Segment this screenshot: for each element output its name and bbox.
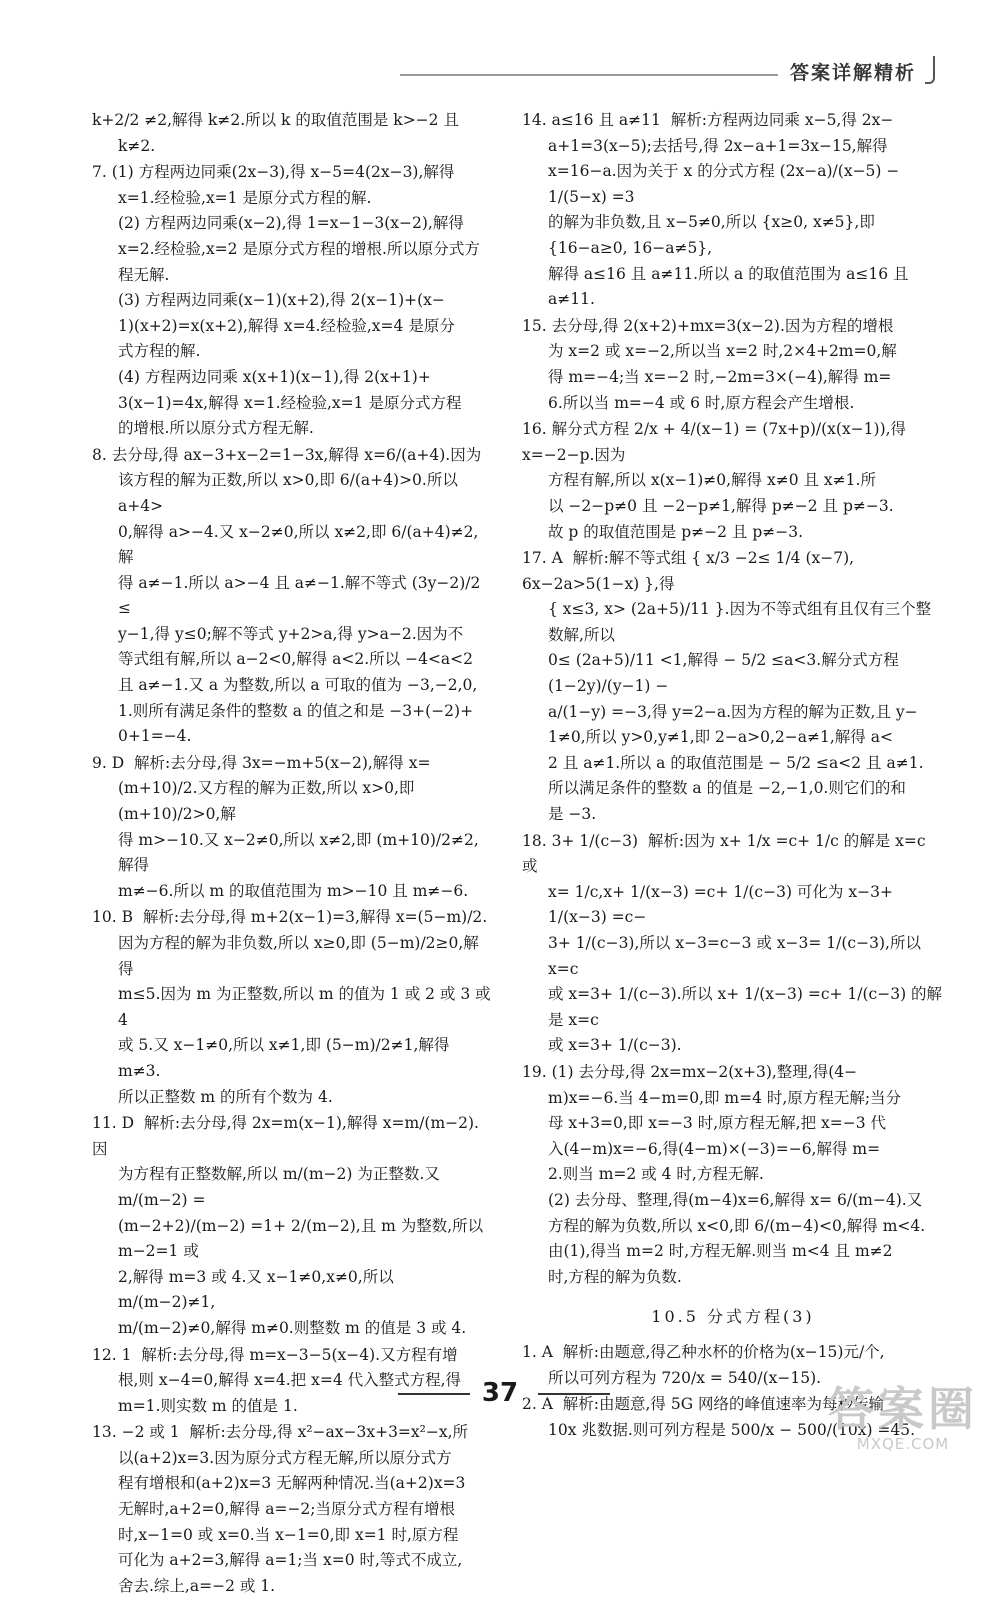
answer-line: 等式组有解,所以 a−2<0,解得 a<2.所以 −4<a<2 — [118, 650, 474, 669]
answer-line: 解得 a≤16 且 a≠11.所以 a 的取值范围为 a≤16 且 — [548, 264, 909, 283]
watermark-logo-text: 答案圈 — [828, 1382, 978, 1436]
page-number-rule-left — [398, 1393, 470, 1395]
answer-line: 时,方程的解为负数. — [548, 1267, 682, 1286]
answer-line: 方程的解为负数,所以 x<0,即 6/(m−4)<0,解得 m<4. — [548, 1216, 926, 1235]
answer-line: 11. D 解析:去分母,得 2x=m(x−1),解得 x=m/(m−2).因 — [92, 1114, 479, 1158]
answer-line: 母 x+3=0,即 x=−3 时,原方程无解,把 x=−3 代 — [548, 1114, 887, 1133]
answer-entry — [92, 1111, 492, 1341]
answer-line: 16. 解分式方程 2/x + 4/(x−1) = (7x+p)/(x(x−1)),得 x=−2−p.因为 — [522, 420, 911, 464]
answer-line: 3(x−1)=4x,解得 x=1.经检验,x=1 是原分式方程 — [118, 393, 462, 412]
answer-line: 14. a≤16 且 a≠11 解析:方程两边同乘 x−5,得 2x− — [522, 111, 894, 129]
answer-line: 由(1),得当 m=2 时,方程无解.则当 m<4 且 m≠2 — [548, 1242, 893, 1261]
right-column — [522, 108, 944, 1444]
answer-entry — [92, 751, 492, 905]
answer-line: 得 m=−4;当 x=−2 时,−2m=3×(−4),解得 m= — [548, 367, 892, 386]
answer-line: k+2/2 ≠2,解得 k≠2.所以 k 的取值范围是 k>−2 且 — [92, 111, 459, 129]
answer-line: 2 且 a≠1.所以 a 的取值范围是 − 5/2 ≤a<2 且 a≠1. — [548, 753, 924, 772]
answer-line: 所以可列方程为 720/x = 540/(x−15). — [548, 1368, 822, 1387]
answer-line: 以(a+2)x=3.因为原分式方程无解,所以原分式方 — [118, 1448, 452, 1467]
answer-line: 2. A 解析:由题意,得 5G 网络的峰值速率为每秒传输 — [522, 1395, 885, 1414]
answer-entry — [522, 417, 944, 545]
answer-line: 12. 1 解析:去分母,得 m=x−3−5(x−4).又方程有增 — [92, 1345, 458, 1364]
answer-line: (2) 去分母、整理,得(m−4)x=6,解得 x= 6/(m−4).又 — [548, 1190, 923, 1209]
answer-entry — [522, 546, 944, 828]
page-number: 37 — [481, 1378, 519, 1408]
answer-line: 15. 去分母,得 2(x+2)+mx=3(x−2).因为方程的增根 — [522, 316, 894, 335]
header-title: 答案详解精析 — [790, 62, 917, 84]
answer-line: 式方程的解. — [118, 342, 201, 361]
answer-line: m≤5.因为 m 为正整数,所以 m 的值为 1 或 2 或 3 或 4 — [118, 985, 496, 1029]
answer-line: 或 x=3+ 1/(c−3).所以 x+ 1/(x−3) =c+ 1/(c−3) 的解是 x=c — [548, 985, 943, 1029]
watermark-logo — [828, 1383, 978, 1453]
answer-line: x=16−a.因为关于 x 的分式方程 (2x−a)/(x−5) − 1/(5−x) =3 — [548, 162, 905, 206]
answer-line: 且 a≠−1.又 a 为整数,所以 a 可取的值为 −3,−2,0, — [118, 676, 478, 695]
watermark-site: MXQE.COM — [856, 1435, 950, 1453]
answer-line: 或 5.又 x−1≠0,所以 x≠1,即 (5−m)/2≠1,解得 m≠3. — [118, 1036, 455, 1080]
answer-line: m≠−6.所以 m 的取值范围为 m>−10 且 m≠−6. — [118, 881, 469, 900]
answer-line: 1≠0,所以 y>0,y≠1,即 2−a>0,2−a≠1,解得 a< — [548, 728, 893, 747]
answer-line: y−1,得 y≤0;解不等式 y+2>a,得 y>a−2.因为不 — [118, 624, 464, 643]
answer-line: 故 p 的取值范围是 p≠−2 且 p≠−3. — [548, 522, 804, 541]
answer-entry — [522, 314, 944, 416]
answer-line: 2,解得 m=3 或 4.又 x−1≠0,x≠0,所以 m/(m−2)≠1, — [118, 1267, 399, 1312]
answer-line: 以 −2−p≠0 且 −2−p≠1,解得 p≠−2 且 p≠−3. — [548, 496, 894, 515]
answer-line: 8. 去分母,得 ax−3+x−2=1−3x,解得 x=6/(a+4).因为 — [92, 445, 482, 464]
answer-line: 10. B 解析:去分母,得 m+2(x−1)=3,解得 x=(5−m)/2. — [92, 908, 488, 927]
answer-line: 因为方程的解为非负数,所以 x≥0,即 (5−m)/2≥0,解得 — [118, 934, 479, 978]
answer-line: 13. −2 或 1 解析:去分母,得 x²−ax−3x+3=x²−x,所 — [92, 1423, 469, 1442]
answer-entry — [522, 829, 944, 1059]
answer-line: (2) 方程两边同乘(x−2),得 1=x−1−3(x−2),解得 — [118, 214, 464, 233]
answer-line: 0,解得 a>−4.又 x−2≠0,所以 x≠2,即 6/(a+4)≠2,解 — [118, 522, 479, 567]
answer-line: 程有增根和(a+2)x=3 无解两种情况.当(a+2)x=3 — [118, 1474, 466, 1493]
answer-line: 1.则所有满足条件的整数 a 的值之和是 −3+(−2)+ — [118, 701, 474, 720]
answer-line: { x≤3, x> (2a+5)/11 }.因为不等式组有且仅有三个整数解,所以 — [548, 600, 932, 644]
answer-line: x=1.经检验,x=1 是原分式方程的解. — [118, 188, 372, 207]
answer-line: 入(4−m)x=−6,得(4−m)×(−3)=−6,解得 m= — [548, 1139, 881, 1158]
answer-line: 0≤ (2a+5)/11 <1,解得 − 5/2 ≤a<3.解分式方程 (1−2y)/(y−1) − — [548, 651, 904, 696]
answer-line: 为 x=2 或 x=−2,所以当 x=2 时,2×4+2m=0,解 — [548, 342, 897, 361]
page-number-rule-right — [538, 1393, 610, 1395]
answer-line: 7. (1) 方程两边同乘(2x−3),得 x−5=4(2x−3),解得 — [92, 163, 455, 182]
section-title: 10.5 分式方程(3) — [651, 1307, 815, 1327]
answer-line: 无解时,a+2=0,解得 a=−2;当原分式方程有增根 — [118, 1500, 456, 1519]
answer-line: 为方程有正整数解,所以 m/(m−2) 为正整数.又 m/(m−2) = — [118, 1165, 445, 1209]
answer-line: 1)(x+2)=x(x+2),解得 x=4.经检验,x=4 是原分 — [118, 316, 455, 335]
answer-line: 17. A 解析:解不等式组 { x/3 −2≤ 1/4 (x−7), 6x−2a>5(1−x) },得 — [522, 549, 859, 593]
answer-line: 6.所以当 m=−4 或 6 时,原方程会产生增根. — [548, 393, 855, 412]
answer-line: 可化为 a+2=3,解得 a=1;当 x=0 时,等式不成立, — [118, 1551, 463, 1570]
answer-line: 所以满足条件的整数 a 的值是 −2,−1,0.则它们的和 — [548, 779, 906, 798]
answer-line: a≠11. — [548, 290, 595, 309]
answer-line: 的增根.所以原分式方程无解. — [118, 419, 314, 438]
answer-entry — [92, 1343, 492, 1420]
answer-entry — [92, 160, 492, 442]
answer-line: 方程有解,所以 x(x−1)≠0,解得 x≠0 且 x≠1.所 — [548, 471, 876, 490]
answer-line: m)x=−6.当 4−m=0,即 m=4 时,原方程无解;当分 — [548, 1088, 902, 1107]
answer-line: m/(m−2)≠0,解得 m≠0.则整数 m 的值是 3 或 4. — [118, 1318, 467, 1337]
answer-line: 程无解. — [118, 265, 170, 284]
answer-line: 根,则 x−4=0,解得 x=4.把 x=4 代入整式方程,得 — [118, 1371, 462, 1390]
answer-line: (4) 方程两边同乘 x(x+1)(x−1),得 2(x+1)+ — [118, 367, 431, 386]
answer-entry — [522, 108, 944, 313]
answer-line: 的解为非负数,且 x−5≠0,所以 {x≥0, x≠5},即 {16−a≥0, 16−a≠5}, — [548, 213, 880, 257]
answer-line: 是 −3. — [548, 805, 597, 824]
answer-line: m=1.则实数 m 的值是 1. — [118, 1396, 298, 1415]
answer-line: 1. A 解析:由题意,得乙种水杯的价格为(x−15)元/个, — [522, 1342, 885, 1361]
answer-line: 3+ 1/(c−3),所以 x−3=c−3 或 x−3= 1/(c−3),所以 x=c — [548, 934, 926, 978]
answer-line: 18. 3+ 1/(c−3) 解析:因为 x+ 1/x =c+ 1/c 的解是 x=c 或 — [522, 831, 931, 876]
answer-line: 9. D 解析:去分母,得 3x=−m+5(x−2),解得 x= — [92, 753, 431, 772]
answer-line: a/(1−y) =−3,得 y=2−a.因为方程的解为正数,且 y− — [548, 702, 918, 721]
answer-line: a+1=3(x−5);去括号,得 2x−a+1=3x−15,解得 — [548, 136, 888, 155]
answer-line: 得 a≠−1.所以 a>−4 且 a≠−1.解不等式 (3y−2)/2 ≤ — [118, 573, 486, 618]
answer-line: (m+10)/2.又方程的解为正数,所以 x>0,即 (m+10)/2>0,解 — [118, 779, 420, 824]
header-rule — [400, 74, 778, 76]
answer-entry — [92, 905, 496, 1110]
answer-entry — [92, 1420, 492, 1599]
answer-line: 10x 兆数据.则可列方程是 500/x − 500/(10x) =45. — [548, 1420, 916, 1439]
answer-line: 得 m>−10.又 x−2≠0,所以 x≠2,即 (m+10)/2≠2,解得 — [118, 830, 479, 875]
answer-line: (3) 方程两边同乘(x−1)(x+2),得 2(x−1)+(x− — [118, 291, 445, 310]
answer-entry — [522, 1060, 944, 1290]
answer-line: 0+1=−4. — [118, 727, 192, 746]
answer-line: 时,x−1=0 或 x=0.当 x−1=0,即 x=1 时,原方程 — [118, 1525, 459, 1544]
answer-line: 或 x=3+ 1/(c−3). — [548, 1036, 682, 1055]
answer-entry — [92, 108, 492, 159]
left-column — [92, 108, 496, 1600]
answer-line: x= 1/c,x+ 1/(x−3) =c+ 1/(c−3) 可化为 x−3+ 1/(x−3) =c− — [548, 882, 898, 927]
answer-line: (m−2+2)/(m−2) =1+ 2/(m−2),且 m 为整数,所以 m−2=1 或 — [118, 1216, 489, 1261]
answer-line: 2.则当 m=2 或 4 时,方程无解. — [548, 1165, 764, 1184]
answer-line: 舍去.综上,a=−2 或 1. — [118, 1576, 276, 1595]
answer-entry — [92, 443, 492, 750]
answer-line: 19. (1) 去分母,得 2x=mx−2(x+3),整理,得(4− — [522, 1062, 858, 1081]
answer-line: 该方程的解为正数,所以 x>0,即 6/(a+4)>0.所以 a+4> — [118, 471, 463, 515]
answer-line: k≠2. — [118, 136, 156, 155]
answer-line: 所以正整数 m 的所有个数为 4. — [118, 1087, 333, 1106]
answer-line: x=2.经检验,x=2 是原分式方程的增根.所以原分式方 — [118, 239, 480, 258]
header-bracket — [925, 56, 935, 84]
